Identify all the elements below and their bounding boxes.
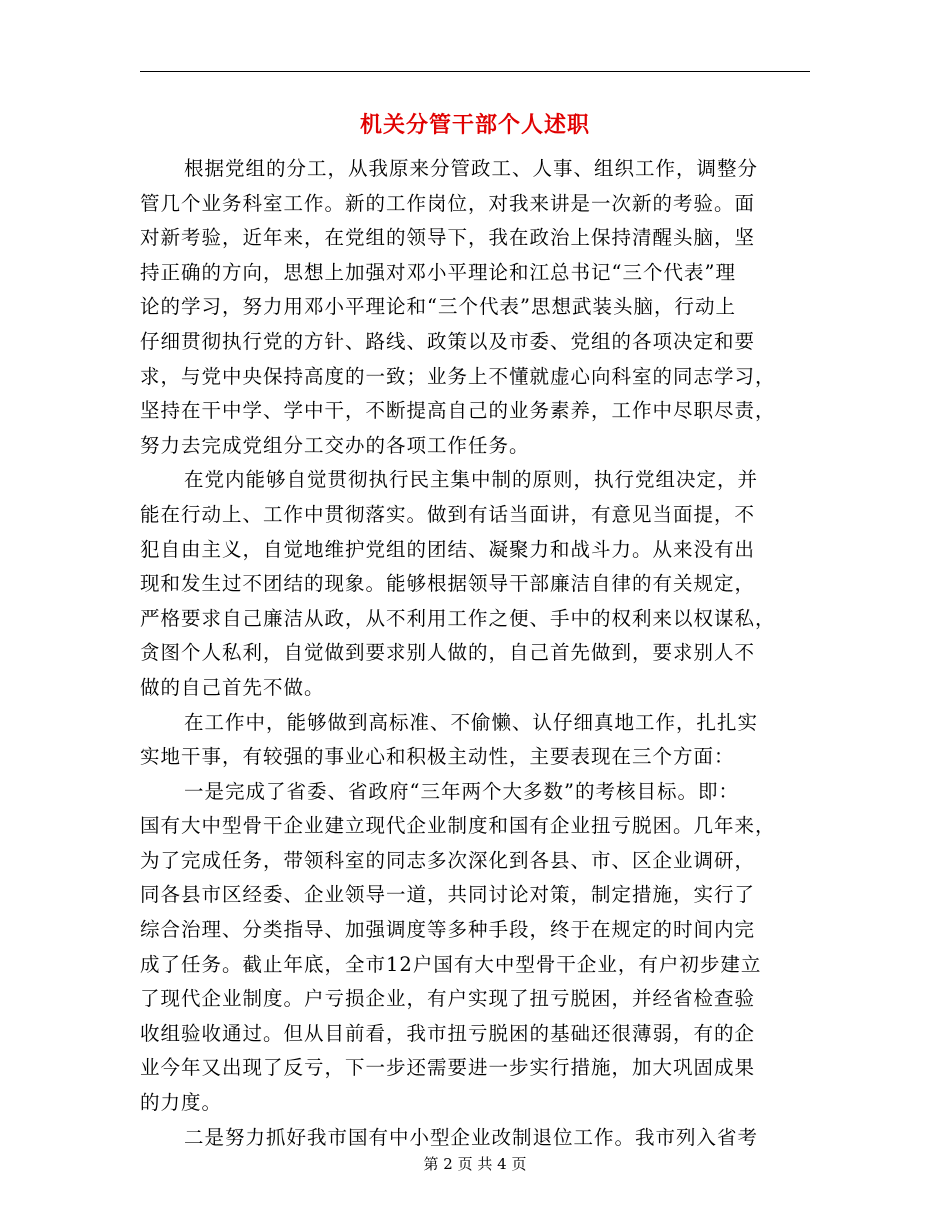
body-line: 仔细贯彻执行党的方针、路线、政策以及市委、党组的各项决定和要 [140,329,756,353]
body-line: 业今年又出现了反亏，下一步还需要进一步实行措施，加大巩固成果 [140,1056,756,1080]
body-line: 求，与党中央保持高度的一致；业务上不懂就虚心向科室的同志学习， [140,364,776,388]
body-line: 对新考验，近年来，在党组的领导下，我在政治上保持清醒头脑，坚 [140,226,756,250]
body-line: 的力度。 [140,1091,223,1115]
body-line: 做的自己首先不做。 [140,675,325,699]
body-line: 实地干事，有较强的事业心和积极主动性，主要表现在三个方面： [140,745,735,769]
body-line: 综合治理、分类指导、加强调度等多种手段，终于在规定的时间内完 [140,918,756,942]
body-line: 努力去完成党组分工交办的各项工作任务。 [140,433,530,457]
body-line: 持正确的方向，思想上加强对邓小平理论和江总书记“三个代表”理 [140,260,736,284]
body-line: 根据党组的分工，从我原来分管政工、人事、组织工作，调整分 [184,157,759,180]
body-line: 了现代企业制度。户亏损企业，有户实现了扭亏脱困，并经省检查验 [140,987,756,1011]
body-line: 收组验收通过。但从目前看，我市扭亏脱困的基础还很薄弱，有的企 [140,1021,756,1045]
body-line: 同各县市区经委、企业领导一道，共同讨论对策，制定措施，实行了 [140,883,756,907]
body-line: 二是努力抓好我市国有中小型企业改制退位工作。我市列入省考 [184,1125,759,1149]
body-line: 在党内能够自觉贯彻执行民主集中制的原则，执行党组决定，并 [184,468,759,492]
body-line: 管几个业务科室工作。新的工作岗位，对我来讲是一次新的考验。面 [140,191,756,215]
header-rule [140,71,810,72]
document-body [140,152,810,1155]
body-line: 严格要求自己廉洁从政，从不利用工作之便、手中的权利来以权谋私， [140,606,776,630]
page-number-footer: 第 2 页 共 4 页 [423,1155,527,1173]
body-line: 在工作中，能够做到高标准、不偷懒、认仔细真地工作，扎扎实 [184,710,759,734]
document-title: 机关分管干部个人述职 [359,112,590,138]
body-line: 能在行动上、工作中贯彻落实。做到有话当面讲，有意见当面提，不 [140,502,756,526]
body-line: 犯自由主义，自觉地维护党组的团结、凝聚力和战斗力。从来没有出 [140,537,756,561]
body-line: 为了完成任务，带领科室的同志多次深化到各县、市、区企业调研， [140,848,756,872]
body-line: 成了任务。截止年底，全市12户国有大中型骨干企业，有户初步建立 [140,952,762,976]
body-line: 国有大中型骨干企业建立现代企业制度和国有企业扭亏脱困。几年来， [140,814,776,838]
body-line: 坚持在干中学、学中干，不断提高自己的业务素养，工作中尽职尽责， [140,399,776,423]
body-line: 论的学习，努力用邓小平理论和“三个代表”思想武装头脑，行动上 [140,295,736,319]
body-line: 贪图个人私利，自觉做到要求别人做的，自己首先做到，要求别人不 [140,641,756,665]
body-line: 一是完成了省委、省政府“三年两个大多数”的考核目标。即： [184,779,739,803]
body-line: 现和发生过不团结的现象。能够根据领导干部廉洁自律的有关规定， [140,572,756,596]
